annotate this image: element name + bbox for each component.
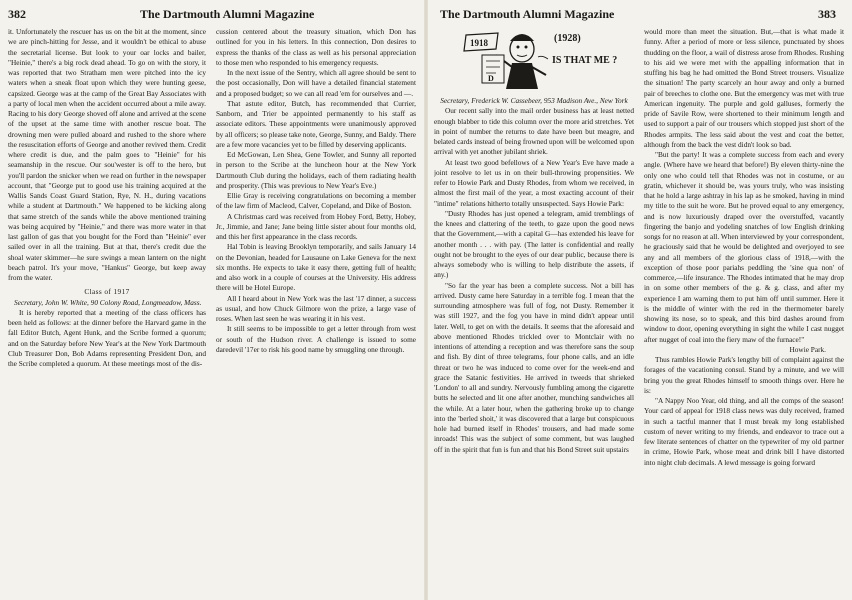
paragraph: Hal Tobin is leaving Brooklyn temporarily, and sails January 14 on the Devonian, headed for Lausaune on Lake Geneva for the next six months. He expects to take it easy there, getting full of health; and also work in a couple of courses at the University. His address there will be Hotel Europe.	[216, 242, 416, 293]
running-header-right: The Dartmouth Alumni Magazine	[440, 7, 615, 21]
paragraph: That astute editor, Butch, has recommended that Currier, Sanborn, and Trier be appointed permanently to his staff as associate editors. These appointments were unanimously approved by all officers; so please take note, George, Sunny, and Baldy. There are a few more vacancies yet to be filled by deserving applicants.	[216, 98, 416, 149]
paragraph: would more than meet the situation. But,—that is what made it funny. After a period of more or less silence, punctuated by shoes thudding on the floor, a wail of distress arose from Rhodes. Rushing to his aid we were met with the appalling information that in stuffing his bag he had omitted the Bond Street trousers. Visualize the situation! The party scarcely an hour away and only a burned pair of breeches to clothe one. But the emergency was met with true American ingenuity. The purple and gold galluses, formerly the pride of Savile Row, were shortened to their minimum length and used to support a pair of our trousers which stopped just short of the Rhodes armpits. The less said about the vest and coat the better, although from the back the vest didn't look so bad.	[644, 27, 844, 149]
paragraph: "So far the year has been a complete success. Not a bill has arrived. Dusty came here Saturday in a terrible fog. I mean that the surrounding atmosphere was full of fog, not Dusty. Remember it was still 1927, and the fog you have in mind didn't appear until later. Well, to get on with the details. It seems that the aforesaid and above mentioned Rhodes trickled over to Montclair with no intentions of attending a reception and was therefore sans the soup and fish. By dint of three telegrams, four phone calls, and an idle threat or two he was induced to come over for the week-end and grace the Satanic festivities. He arrived in tweeds that shrieked 'London' to all and sundry. Nervously fumbling among the cigarette butts he selected and lit one after another, munching sandwiches all the while. At a later hour, when the gathering broke up to change into the 'berled shoit,' it was discovered that a large but conspicuous hole had burned itself in Rhodes' trousers, and had made some inroads! This was the subject of some comment, but was laughed off in the spirit that fun is fun and that his Bond Street suit upstairs	[434, 280, 634, 454]
banner-text: 1918	[470, 38, 488, 48]
right-column-2	[644, 27, 844, 597]
paragraph: A Christmas card was received from Hobey Ford, Betty, Hobey, Jr., Jimmie, and Jane; Jane being little sister about four months old, and this her first appearance in the class records.	[216, 211, 416, 241]
paragraph: It still seems to be impossible to get a letter through from west or south of the Hudson river. A challenge is issued to some daredevil '17er to risk his good name by smuggling one through.	[216, 324, 416, 354]
left-column-1	[8, 27, 206, 597]
page-number-left: 382	[8, 7, 26, 21]
paragraph: "A Nappy Noo Year, old thing, and all the comps of the season! Your card of appeal for 1918 class news was duly received, framed in such a tactful manner that I must break my long established custom of never writing to my friends, and endeavor to trace out a few literate sentences of chatter on the typewriter of my old partner in crime, Howie Park, whose meat and drink bill I have distorted into night club decimals. A lewd message is going forward	[644, 396, 844, 467]
paragraph: it. Unfortunately the rescuer has us on the bit at the moment, since we are pinch-hitting for Jesse, and it wouldn't be ethical to abuse the secretarial license. But look to your oar locks and bailer, "Heinie," there's a big rock dead ahead. To go on with the story, it was reported that two Stratham men were pitched into the icy waters when a sneak float upon which they were hunting geese, capsized. George was at the camp of the Great Bay Associates with a party of local men when the accident occurred about a mile away. Racing to his dory George shoved off alone and arrived at the scene of the upset at the same time with another rescue boat. The drowning men were pulled aboard and rushed to the shore where the resuscitation efforts of George and another revived them. Credit where credit is due, and the palm goes to "Heinie" for his seamanship in the rescue. Our sou'wester is off to the hero, but you'll pardon the snicker when we read on further in the newspaper account, that "George put to good use his training acquired at the Wallis Sands Coast Guard Station, Rye, N. H., during vacations while a student at Dartmouth." We happened to be kicking along that same stretch of the sands while the above mentioned training was being acquired by "Heinie," and there was more water in that last gallon of gas that you bought for the Ford than "Heinie" ever sailed over in all the training. But at that, there's credit due the shoal water skimmer—he sure swings a mean lantern on the night beach patrol. It's your move, "Hankus" George, but keep away from the water.	[8, 27, 206, 282]
class-heading: Class of 1917	[84, 287, 130, 297]
letter-signature: Howie Park.	[789, 344, 826, 354]
left-column-2	[216, 27, 416, 597]
page-number-right: 383	[818, 7, 836, 21]
svg-text:D: D	[488, 74, 494, 83]
paragraph: Ellie Gray is receiving congratulations on becoming a member of the law firm of Macleod, Calver, Copeland, and Dike of Boston.	[216, 191, 416, 211]
paragraph: Our recent sally into the mail order business has at least netted enough blabber to tide this column over the more arid stretches. Yet in point of number the returns to date have been but meagre, and belated cards instead of being frowned upon will be welcomed upon arrival with yet another jubilant shriek.	[434, 106, 634, 157]
running-header-left: The Dartmouth Alumni Magazine	[140, 7, 315, 21]
paragraph: cussion centered about the treasury situation, which Don has outlined for you in his letters. In this connection, Don desires to express the thanks of the class as well as his personal appreciation to those men who responded to his emergency requests.	[216, 27, 416, 67]
paragraph: "But the party! It was a complete success from each and every angle. (Where have we heard that before!) By eleven thirty-nine the only one who could tell that Rhodes was not in costume, or au gratin, whichever it should be, was yours truly, who was insisting that he hold a large ashtray in his lap as he smoked, having in mind my title to the suit he wore. But he proved equal to any emergency, and is now luxuriously draped over the overstuffed, vacantly fingering the banjo and yodeling snatches of low English drinking songs for no reason at all. When interviewed by your correspondent, he graciously said that he would be delighted and overjoyed to see any and all members of the glorious class of 1918,—with the exception of those poor pariahs peddling the 'sine qua non' of commerce,—life insurance. The Rhodes intimated that he may drop in on some other members of the g. & g. class, and after my experience I am warning them to put him off until summer. Here it is the middle of winter with the red in the thermometer barely showing its nose, so to speak, and this bird dashes around from window to door, opening everything in sight the while I cast nugget after nugget of coal into the fiery maw of the furnace!"	[644, 150, 844, 344]
class-secretary-line: Secretary, Frederick W. Cassebeer, 953 Madison Ave., New York	[440, 96, 628, 105]
paragraph: Thus rambles Howie Park's lengthy bill of complaint against the forages of the vacationing consul. Stand by a minute, and we will bring you the great Rhodes himself to smooth things over. Here he is:	[644, 355, 844, 395]
paragraph: "Dusty Rhodes has just opened a telegram, amid tremblings of the knees and clattering of the teeth, to gaze upon the good news that the Government,—with a capital G—has extended his leave for another month . . . with pay. (The latter is confidential and really ought not be brought to the eyes of our dear public, because there is always somebody who is willing to help distribute the assets, if any.)	[434, 208, 634, 280]
paragraph: In the next issue of the Sentry, which all agree should be sent to the post occasionally, Don will have a detailed financial statement and a proposed budget; so we can all read 'em for ourselves and —.	[216, 68, 416, 98]
right-column-1	[434, 27, 634, 597]
cartoon-question: IS THAT ME ?	[552, 55, 618, 66]
paragraph: Ed McGowan, Len Shea, Gene Towler, and Sunny all reported in person to the Scribe at the luncheon hour at the New York Dartmouth Club during the holidays, each of them radiating health and prosperity. (This was previous to New Year's Eve.)	[216, 150, 416, 190]
class-secretary-line: Secretary, John W. White, 90 Colony Road, Longmeadow, Mass.	[14, 297, 202, 307]
cartoon-illustration	[446, 27, 622, 93]
right-page	[426, 0, 852, 600]
cartoon-year-label: (1928)	[554, 33, 581, 44]
paragraph: It is hereby reported that a meeting of the class officers has been held as follows: at the dinner before the Harvard game in the fall Editor Butch, Agent Hunk, and the Scribe formed a quorum; and on the Saturday before New Year's at the New York Dartmouth Club Treasurer Don, Bob Adams representing President Don, and the Scribe completed a quorum. At these meetings most of the dis-	[8, 307, 206, 368]
paragraph: All I heard about in New York was the last '17 dinner, a success as usual, and how Chuck Gilmore won the prize, a large vase of roses. When last seen he was wearing it in his vest.	[216, 293, 416, 323]
pennant-icon	[464, 33, 498, 51]
paragraph: At least two good befellows of a New Year's Eve have made a joint resolve to let us in on their bull-throwing propensities. We refer to Howie Park and Dusty Rhodes, from whom we received, in almost the first mail of the year, a most exacting account of their "intime" relations hitherto totally unsuspected. Says Howie Park:	[434, 157, 634, 208]
